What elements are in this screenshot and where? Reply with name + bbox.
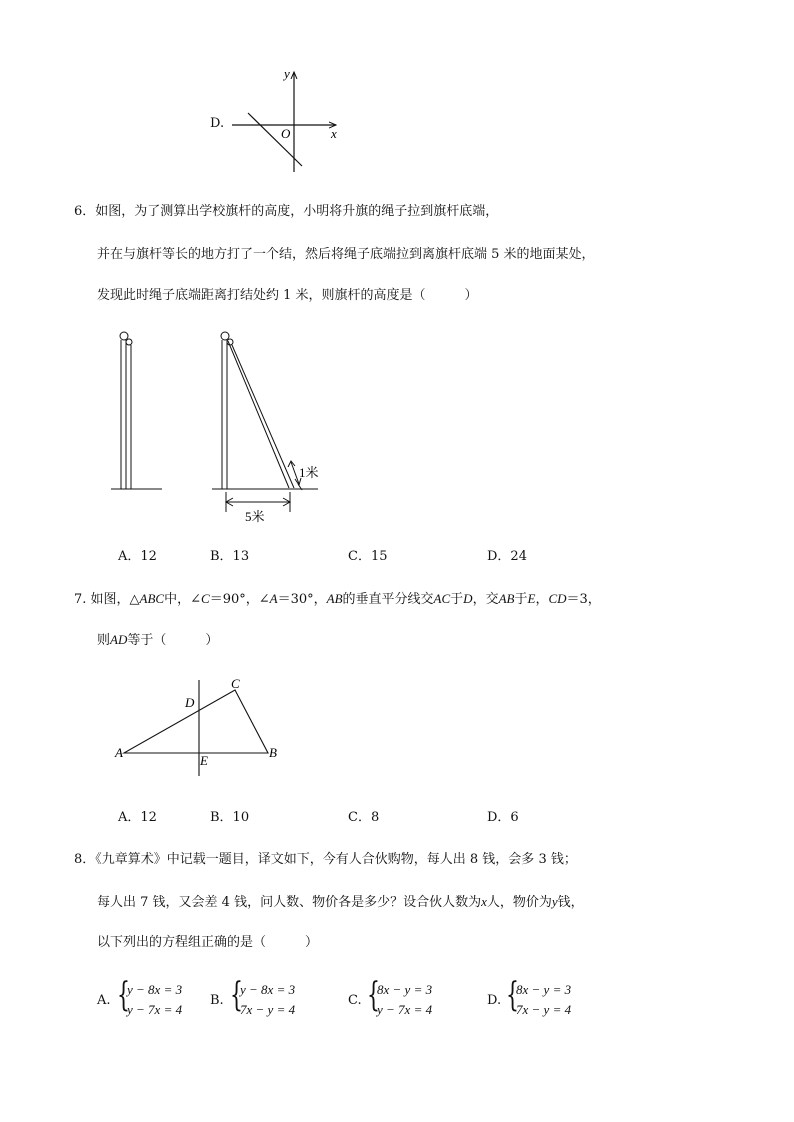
point-d: D <box>185 695 195 710</box>
q8-option-c-eq1: 8x − y = 3 <box>377 982 433 997</box>
vertex-a: A <box>115 745 123 760</box>
label-5m: 5米 <box>245 509 265 524</box>
q8-option-d-eq1: 8x − y = 3 <box>516 982 572 997</box>
vertex-c: C <box>231 676 240 691</box>
q8-line-2: 每人出 7 钱，又会差 4 钱，问人数、物价各是多少？设合伙人数为x人，物价为y钱， <box>97 894 584 910</box>
q8-option-b-label[interactable]: B. <box>210 993 224 1008</box>
q8-option-a-eq1: y − 8x = 3 <box>127 982 183 997</box>
label-1m: 1米 <box>299 465 319 480</box>
q8-line-3: 以下列出的方程组正确的是（ ） <box>97 935 319 950</box>
brace-icon: { <box>367 975 380 1015</box>
q6-line-1: 6．如图，为了测算出学校旗杆的高度，小明将升旗的绳子拉到旗杆底端， <box>74 204 499 219</box>
q8-option-d-label[interactable]: D. <box>487 993 502 1008</box>
origin-label: O <box>281 126 291 141</box>
q7-option-c[interactable]: C．8 <box>348 810 380 825</box>
brace-icon: { <box>230 975 243 1015</box>
q8-option-d-eq2: 7x − y = 4 <box>516 1002 572 1017</box>
q6-option-b[interactable]: B．13 <box>210 549 250 564</box>
q6-line-3: 发现此时绳子底端距离打结处约 1 米，则旗杆的高度是（ ） <box>97 288 478 303</box>
q8-line-1: 8．《九章算术》中记载一题目，译文如下，今有人合伙购物，每人出 8 钱，会多 3 钱； <box>74 852 577 867</box>
q7-line-2: 则AD等于（ ） <box>97 632 219 648</box>
q6-line-2: 并在与旗杆等长的地方打了一个结，然后将绳子底端拉到离旗杆底端 5 米的地面某处， <box>97 247 595 262</box>
q6-option-d[interactable]: D．24 <box>487 549 527 564</box>
q7-option-b[interactable]: B．10 <box>210 810 250 825</box>
y-axis-label: y <box>284 66 290 81</box>
q7-line-1: 7. 如图，△ABC中，∠C＝90°，∠A＝30°，AB的垂直平分线交AC于D，交AB于E，CD＝3， <box>74 591 601 607</box>
q8-option-c-eq2: y − 7x = 4 <box>377 1002 433 1017</box>
q8-option-b-eq1: y − 8x = 3 <box>240 982 296 997</box>
q6-option-a[interactable]: A．12 <box>118 549 157 564</box>
point-e: E <box>200 753 208 768</box>
q5-option-d-label: D. <box>210 116 225 131</box>
q8-option-a-label[interactable]: A. <box>97 993 111 1008</box>
q8-option-c-label[interactable]: C. <box>348 993 362 1008</box>
q7-option-a[interactable]: A．12 <box>118 810 157 825</box>
q8-option-a-eq2: y − 7x = 4 <box>127 1002 183 1017</box>
brace-icon: { <box>506 975 519 1015</box>
q7-option-d[interactable]: D．6 <box>487 810 519 825</box>
q8-option-b-eq2: 7x − y = 4 <box>240 1002 296 1017</box>
x-axis-label: x <box>331 126 337 141</box>
vertex-b: B <box>269 745 277 760</box>
brace-icon: { <box>117 975 130 1015</box>
q6-option-c[interactable]: C．15 <box>348 549 388 564</box>
